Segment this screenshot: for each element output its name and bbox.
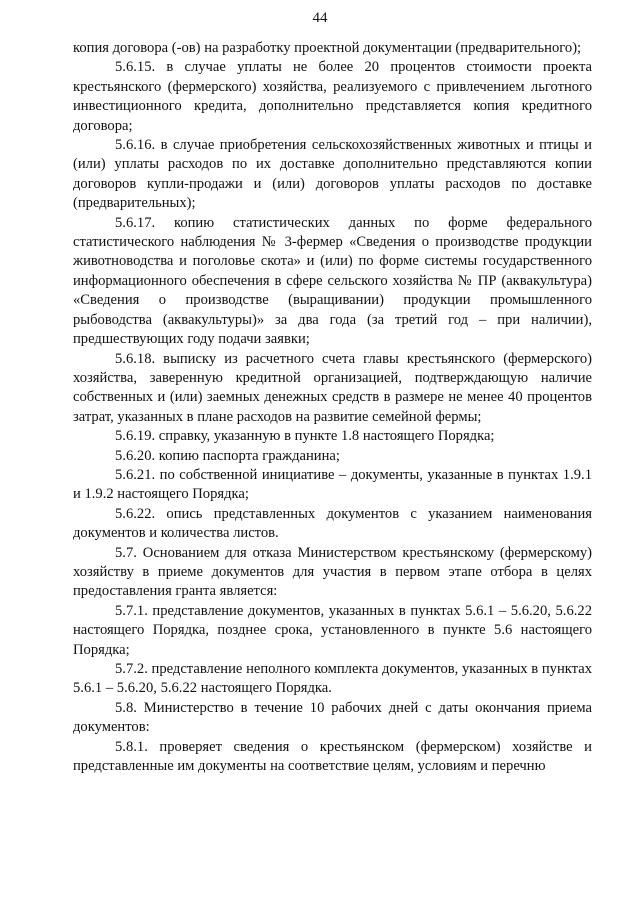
page-number: 44 — [312, 10, 328, 26]
paragraph-5-6-22: 5.6.22. опись представленных документов с указанием наименования документов и количества листов. — [73, 505, 592, 542]
paragraph-5-8: 5.8. Министерство в течение 10 рабочих дней с даты окончания приема документов: — [73, 699, 592, 736]
paragraph-5-6-20: 5.6.20. копию паспорта гражданина; — [115, 447, 340, 464]
paragraph-5-7-1: 5.7.1. представление документов, указанных в пунктах 5.6.1 – 5.6.20, 5.6.22 настоящего Порядка, позднее срока, установленного в пункте 5.6 настоящего Порядка; — [73, 602, 592, 658]
paragraph-5-6-19: 5.6.19. справку, указанную в пункте 1.8 настоящего Порядка; — [115, 428, 495, 445]
paragraph-5-7-2: 5.7.2. представление неполного комплекта документов, указанных в пунктах 5.6.1 – 5.6.20, 5.6.22 настоящего Порядка. — [73, 661, 592, 697]
paragraph-5-6-21: 5.6.21. по собственной инициативе – документы, указанные в пунктах 1.9.1 и 1.9.2 настоящего Порядка; — [73, 466, 592, 503]
paragraph-5-8-1: 5.8.1. проверяет сведения о крестьянском (фермерском) хозяйстве и представленные им документы на соответствие целям, условиям и перечню — [73, 738, 592, 775]
paragraph-5-6-17: 5.6.17. копию статистических данных по форме федерального статистического наблюдения № 3-фермер «Сведения о производстве продукции животноводства и поголовье скота» и (или) по форме системы государственного информационного обеспечения в сфере сельского хозяйства № ПР (аквакультура) «Сведения о производстве (выращивании) продукции промышленного рыбоводства (аквакультуры)» за два года (за третий год – при наличии), предшествующих году подачи заявки; — [73, 214, 592, 348]
paragraph-5-7: 5.7. Основанием для отказа Министерством крестьянскому (фермерскому) хозяйству в приеме документов для участия в первом этапе отбора в целях предоставления гранта является: — [73, 544, 592, 600]
paragraph-5-6-16: 5.6.16. в случае приобретения сельскохозяйственных животных и птицы и (или) уплаты расходов по их доставке дополнительно представляются копии договоров купли-продажи и (или) договоров уплаты расходов по доставке (предварительных); — [73, 137, 592, 212]
paragraph-5-6-18: 5.6.18. выписку из расчетного счета главы крестьянского (фермерского) хозяйства, заверенную кредитной организацией, подтверждающую наличие собственных и (или) заемных денежных средств в размере не менее 40 процентов затрат, указанных в плане расходов на развитие семейной фермы; — [73, 350, 592, 425]
document-body — [73, 39, 592, 776]
paragraph-continuation: копия договора (-ов) на разработку проектной документации (предварительного); — [73, 40, 582, 56]
paragraph-5-6-15: 5.6.15. в случае уплаты не более 20 процентов стоимости проекта крестьянского (фермерского) хозяйства, реализуемого с привлечением льготного инвестиционного кредита, дополнительно представляется копия кредитного договора; — [73, 59, 592, 134]
